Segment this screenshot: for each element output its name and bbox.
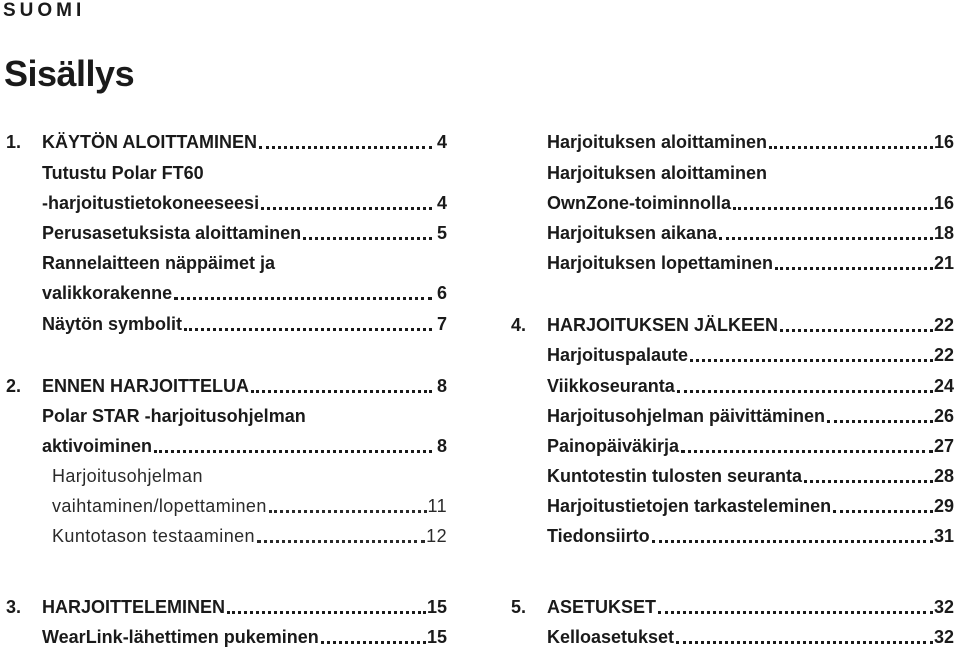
- toc-leader-dots: [257, 534, 425, 543]
- toc-entry: [52, 518, 447, 548]
- toc-page-number: 22: [933, 345, 954, 365]
- toc-entry-text: -harjoitustietokoneeseesi: [42, 193, 260, 213]
- toc-entry-text: Harjoituksen aloittaminen: [547, 163, 768, 183]
- toc-page-number: 4: [436, 132, 447, 152]
- toc-chapter: [511, 307, 954, 337]
- toc-chapter-number: 4.: [511, 315, 527, 335]
- toc-leader-dots: [775, 261, 933, 270]
- toc-leader-dots: [227, 605, 426, 614]
- toc-page-number: 27: [933, 436, 954, 456]
- toc-leader-dots: [174, 291, 432, 300]
- toc-entry: [547, 185, 954, 215]
- toc-page-number: 24: [933, 376, 954, 396]
- toc-leader-dots: [733, 201, 933, 210]
- toc-entry: [42, 306, 447, 336]
- toc-entry-text: Harjoitusohjelman: [52, 466, 203, 486]
- toc-page-number: 18: [933, 223, 954, 243]
- toc-leader-dots: [780, 323, 933, 332]
- toc-page-number: 16: [933, 193, 954, 213]
- toc-page-number: 7: [436, 314, 447, 334]
- toc-page-number: 11: [427, 496, 447, 516]
- toc-entry: [547, 124, 954, 154]
- toc-leader-dots: [827, 414, 933, 423]
- toc-entry: [547, 155, 954, 185]
- toc-leader-dots: [154, 444, 432, 453]
- toc-entry-text: ASETUKSET: [547, 597, 657, 617]
- toc-entry: [42, 185, 447, 215]
- toc-entry-text: HARJOITUKSEN JÄLKEEN: [547, 315, 779, 335]
- toc-page-number: 22: [933, 315, 954, 335]
- toc-leader-dots: [677, 384, 933, 393]
- toc-entry: [42, 398, 447, 428]
- toc-entry: [547, 368, 954, 398]
- toc-page-number: 28: [933, 466, 954, 486]
- toc-entry-text: Viikkoseuranta: [547, 376, 675, 396]
- toc-entry: [42, 155, 447, 185]
- toc-leader-dots: [719, 231, 933, 240]
- toc-entry-text: Tutustu Polar FT60: [42, 163, 204, 183]
- toc-page-number: 5: [436, 223, 447, 243]
- toc-leader-dots: [658, 605, 933, 614]
- toc-entry-text: KÄYTÖN ALOITTAMINEN: [42, 132, 257, 152]
- toc-chapter-number: 3.: [6, 597, 22, 617]
- toc-entry-text: Painopäiväkirja: [547, 436, 680, 456]
- toc-entry: [547, 458, 954, 488]
- toc-entry-text: Rannelaitteen näppäimet ja: [42, 253, 276, 273]
- toc-entry-text: OwnZone-toiminnolla: [547, 193, 731, 213]
- toc-entry-text: Tiedonsiirto: [547, 526, 650, 546]
- toc-entry-text: Kuntotason testaaminen: [52, 526, 255, 546]
- toc-entry: [547, 245, 954, 275]
- toc-leader-dots: [184, 322, 432, 331]
- toc-chapter-number: 5.: [511, 597, 527, 617]
- toc-page-number: 32: [933, 627, 954, 647]
- toc-chapter: [6, 589, 447, 619]
- toc-page-number: 26: [933, 406, 954, 426]
- toc-entry-text: Harjoituksen lopettaminen: [547, 253, 774, 273]
- toc-entry-text: ENNEN HARJOITTELUA: [42, 376, 250, 396]
- toc-page-number: 21: [933, 253, 954, 273]
- toc-entry: [547, 488, 954, 518]
- toc-page-number: 29: [933, 496, 954, 516]
- toc-entry-text: Harjoituksen aloittaminen: [547, 132, 768, 152]
- toc-entry-text: WearLink-lähettimen pukeminen: [42, 627, 319, 647]
- toc-entry: [42, 619, 447, 649]
- page-title: Sisällys: [4, 53, 135, 94]
- toc-leader-dots: [251, 384, 432, 393]
- toc-entry-text: Perusasetuksista aloittaminen: [42, 223, 302, 243]
- toc-entry-text: Harjoitustietojen tarkasteleminen: [547, 496, 832, 516]
- toc-chapter: [6, 368, 447, 398]
- toc-page-number: 8: [436, 376, 447, 396]
- toc-leader-dots: [652, 534, 933, 543]
- toc-entry: [547, 428, 954, 458]
- toc-leader-dots: [261, 201, 432, 210]
- toc-entry-text: Harjoitusohjelman päivittäminen: [547, 406, 826, 426]
- toc-chapter: [6, 124, 447, 154]
- toc-entry: [52, 488, 447, 518]
- toc-entry: [42, 275, 447, 305]
- toc-entry-text: valikkorakenne: [42, 283, 173, 303]
- toc-entry-text: Kelloasetukset: [547, 627, 675, 647]
- toc-chapter: [511, 589, 954, 619]
- toc-leader-dots: [269, 504, 427, 513]
- toc-leader-dots: [321, 635, 426, 644]
- toc-page-number: 32: [933, 597, 954, 617]
- language-label: SUOMI: [3, 0, 86, 21]
- toc-entry-text: HARJOITTELEMINEN: [42, 597, 226, 617]
- toc-chapter-number: 2.: [6, 376, 22, 396]
- toc-entry: [547, 619, 954, 649]
- toc-leader-dots: [804, 474, 933, 483]
- toc-entry: [42, 215, 447, 245]
- toc-entry: [547, 337, 954, 367]
- toc-page-number: 12: [426, 526, 447, 546]
- toc-entry: [42, 245, 447, 275]
- toc-page-number: 8: [436, 436, 447, 456]
- toc-leader-dots: [303, 231, 432, 240]
- toc-page-number: 15: [426, 597, 447, 617]
- toc-leader-dots: [690, 353, 933, 362]
- toc-page-number: 4: [436, 193, 447, 213]
- toc-entry-text: Näytön symbolit: [42, 314, 183, 334]
- toc-entry: [52, 458, 447, 488]
- toc-page-number: 15: [426, 627, 447, 647]
- toc-leader-dots: [259, 140, 432, 149]
- toc-leader-dots: [676, 635, 933, 644]
- toc-entry: [547, 518, 954, 548]
- toc-entry-text: Polar STAR -harjoitusohjelman: [42, 406, 306, 426]
- toc-entry-text: Harjoituspalaute: [547, 345, 689, 365]
- toc-leader-dots: [769, 140, 933, 149]
- toc-entry-text: Harjoituksen aikana: [547, 223, 718, 243]
- toc-entry-text: aktivoiminen: [42, 436, 153, 456]
- toc-entry: [42, 428, 447, 458]
- toc-entry-text: Kuntotestin tulosten seuranta: [547, 466, 803, 486]
- toc-entry: [547, 215, 954, 245]
- toc-leader-dots: [681, 444, 933, 453]
- toc-page-number: 31: [933, 526, 954, 546]
- toc-page-number: 16: [933, 132, 954, 152]
- toc-leader-dots: [833, 504, 933, 513]
- toc-chapter-number: 1.: [6, 132, 22, 152]
- toc-page-number: 6: [436, 283, 447, 303]
- toc-entry-text: vaihtaminen/lopettaminen: [52, 496, 267, 516]
- toc-entry: [547, 398, 954, 428]
